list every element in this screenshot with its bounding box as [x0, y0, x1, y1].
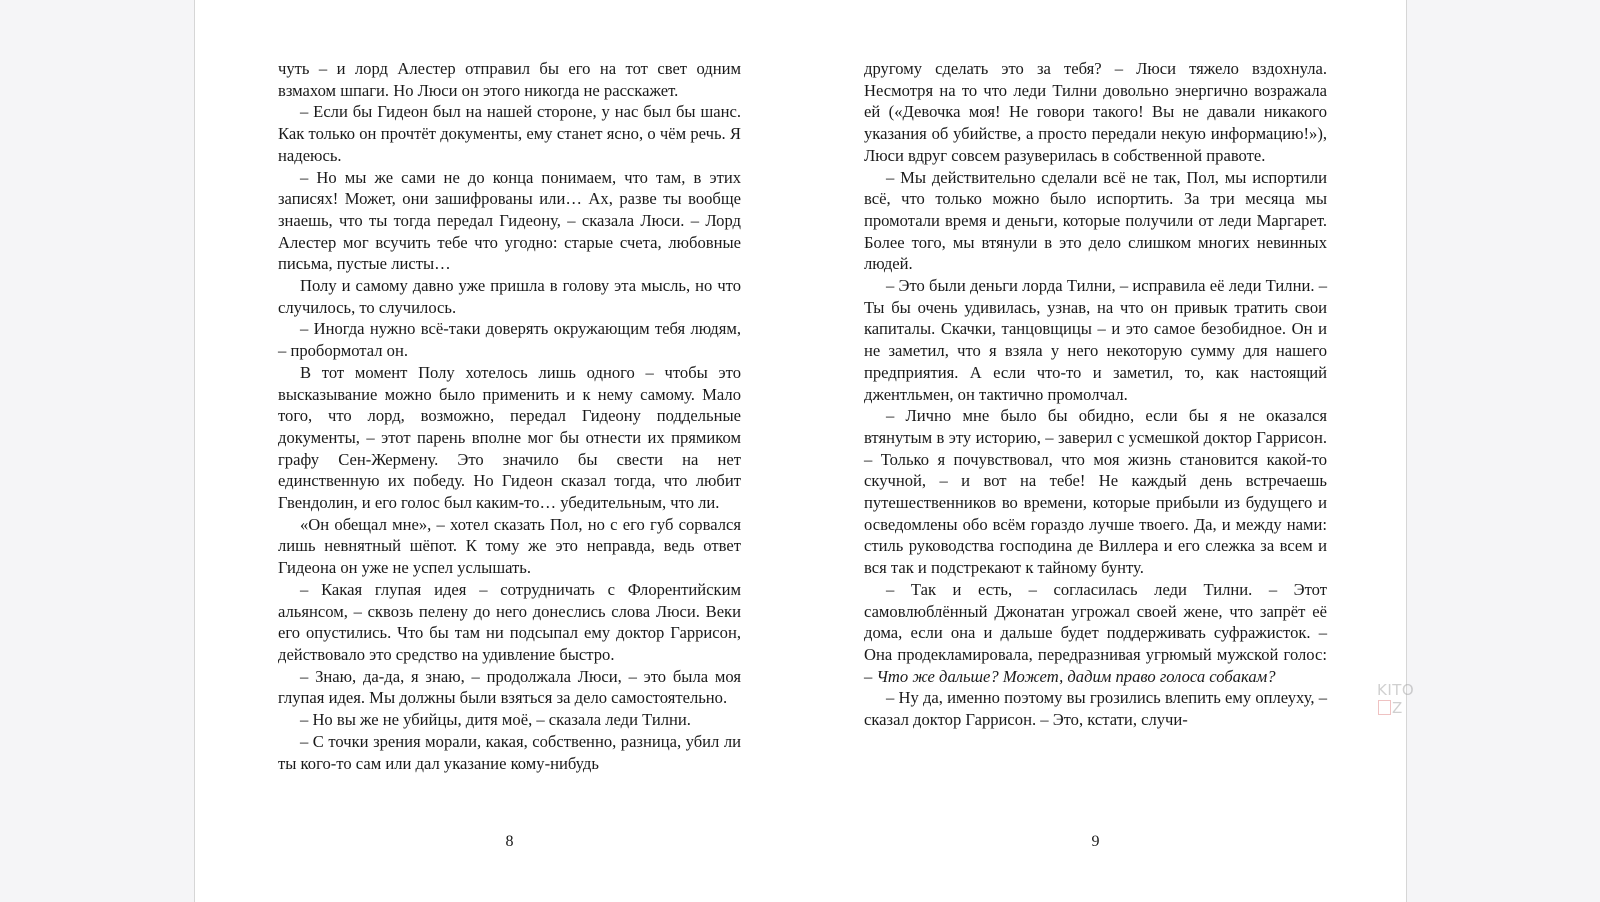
page-number-right: 9: [1091, 833, 1100, 850]
paragraph: – Но мы же сами не до конца понимаем, что там, в этих записях! Может, они зашифрованы или… Ах, разве ты вообще знаешь, что ты тогда передал Гидеону, – сказала Люси. – Лорд Алестер мог всучить тебе что угодно: старые счета, любовные письма, пустые листы…: [278, 167, 741, 274]
paragraph: – Иногда нужно всё-таки доверять окружающим тебя людям, – пробормотал он.: [278, 319, 741, 361]
watermark-text-right: Z: [1392, 699, 1403, 717]
paragraph: – Какая глупая идея – сотрудничать с Флорентийским альянсом, – сквозь пелену до него донеслись слова Люси. Веки его опустились. Что бы там ни подсыпал ему доктор Гаррисон, действовало это средство на удивление быстро.: [278, 579, 741, 664]
paragraph: – Лично мне было бы обидно, если бы я не оказался втянутым в эту историю, – заверил с усмешкой доктор Гаррисон. – Только я почувствовал, что моя жизнь становится какой-то скучной, – и вот на тебе! Не каждый день встречаешь путешественников во времени, которые прибыли из будущего и осведомлены обо всём гораздо лучше твоего. Да, и между нами: стиль руководства господина де Виллера и его слежка за всем и вся так и подстрекают к тайному бунту.: [864, 406, 1327, 578]
page-number-left: 8: [505, 833, 514, 850]
paragraph: – Если бы Гидеон был на нашей стороне, у нас был бы шанс. Как только он прочтёт документы, ему станет ясно, о чём речь. Я надеюсь.: [278, 102, 741, 165]
paragraph: – Это были деньги лорда Тилни, – исправила её леди Тилни. – Ты бы очень удивилась, узнав, на что он привык тратить свои капиталы. Скачки, танцовщицы – и это самое безобидное. Он и не заметил, что я взяла у него некоторую сумму для нашего предприятия. А если что-то и заметил, то, как настоящий джентльмен, он тактично промолчал.: [864, 276, 1327, 404]
paragraph: – Но вы же не убийцы, дитя моё, – сказала леди Тилни.: [300, 710, 691, 730]
paragraph: Полу и самому давно уже пришла в голову эта мысль, но что случилось, то случилось.: [278, 276, 741, 317]
paragraph: другому сделать это за тебя? – Люси тяжело вздохнула. Несмотря на то что леди Тилни довольно энергично возражала ей («Девочка моя! Не говори такого! Вы не давали никакого указания об убийстве, а просто передали некую информацию!»), Люси вдруг совсем разуверилась в собственной правоте.: [864, 59, 1327, 165]
paragraph-text: – Так и есть, – согласилась леди Тилни. – Этот самовлюблённый Джонатан угрожал своей жене, что запрёт её дома, если она и дальше будет поддерживать суфражисток. – Она продекламировала, передразнивая угрюмый мужской голос: –: [864, 579, 1327, 686]
watermark-text-left: KITO: [1377, 681, 1415, 699]
paragraph: В тот момент Полу хотелось лишь одного – чтобы это высказывание можно было применить и к нему самому. Мало того, что лорд, возможно, передал Гидеону поддельные документы, – этот парень вполне мог бы отнести их прямиком графу Сен-Жермену. Это значило бы свести на нет единственную их победу. Но Гидеон сказал тогда, что любит Гвендолин, и его голос был каким-то… убедительным, что ли.: [278, 362, 741, 513]
right-page-text: [864, 58, 1327, 731]
left-page-text: [278, 58, 741, 774]
paragraph: чуть – и лорд Алестер отправил бы его на тот свет одним взмахом шпаги. Но Люси он этого никогда не расскажет.: [278, 59, 741, 100]
paragraph: – Знаю, да-да, я знаю, – продолжала Люси, – это была моя глупая идея. Мы должны были взяться за дело самостоятельно.: [278, 666, 741, 708]
book-spread: [194, 0, 1415, 902]
italic-quote: Что же дальше? Может, дадим право голоса собакам?: [876, 666, 1276, 686]
paragraph: – Ну да, именно поэтому вы грозились влепить ему оплеуху, – сказал доктор Гаррисон. – Это, кстати, случи-: [864, 688, 1327, 730]
paragraph: «Он обещал мне», – хотел сказать Пол, но с его губ сорвался лишь невнятный шёпот. К тому же это неправда, ведь ответ Гидеона он уже не успел услышать.: [278, 514, 741, 578]
watermark-logo: [1377, 681, 1414, 717]
paragraph: [864, 579, 1327, 688]
paragraph: – Мы действительно сделали всё не так, Пол, мы испортили всё, что только можно было испортить. За три месяца мы промотали время и деньги, которые получили от леди Маргарет. Более того, мы втянули в это дело слишком многих невинных людей.: [864, 167, 1327, 274]
watermark-box-icon: [1378, 700, 1391, 715]
paragraph: – С точки зрения морали, какая, собственно, разница, убил ли ты кого-то сам или дал указание кому-нибудь: [278, 731, 741, 773]
